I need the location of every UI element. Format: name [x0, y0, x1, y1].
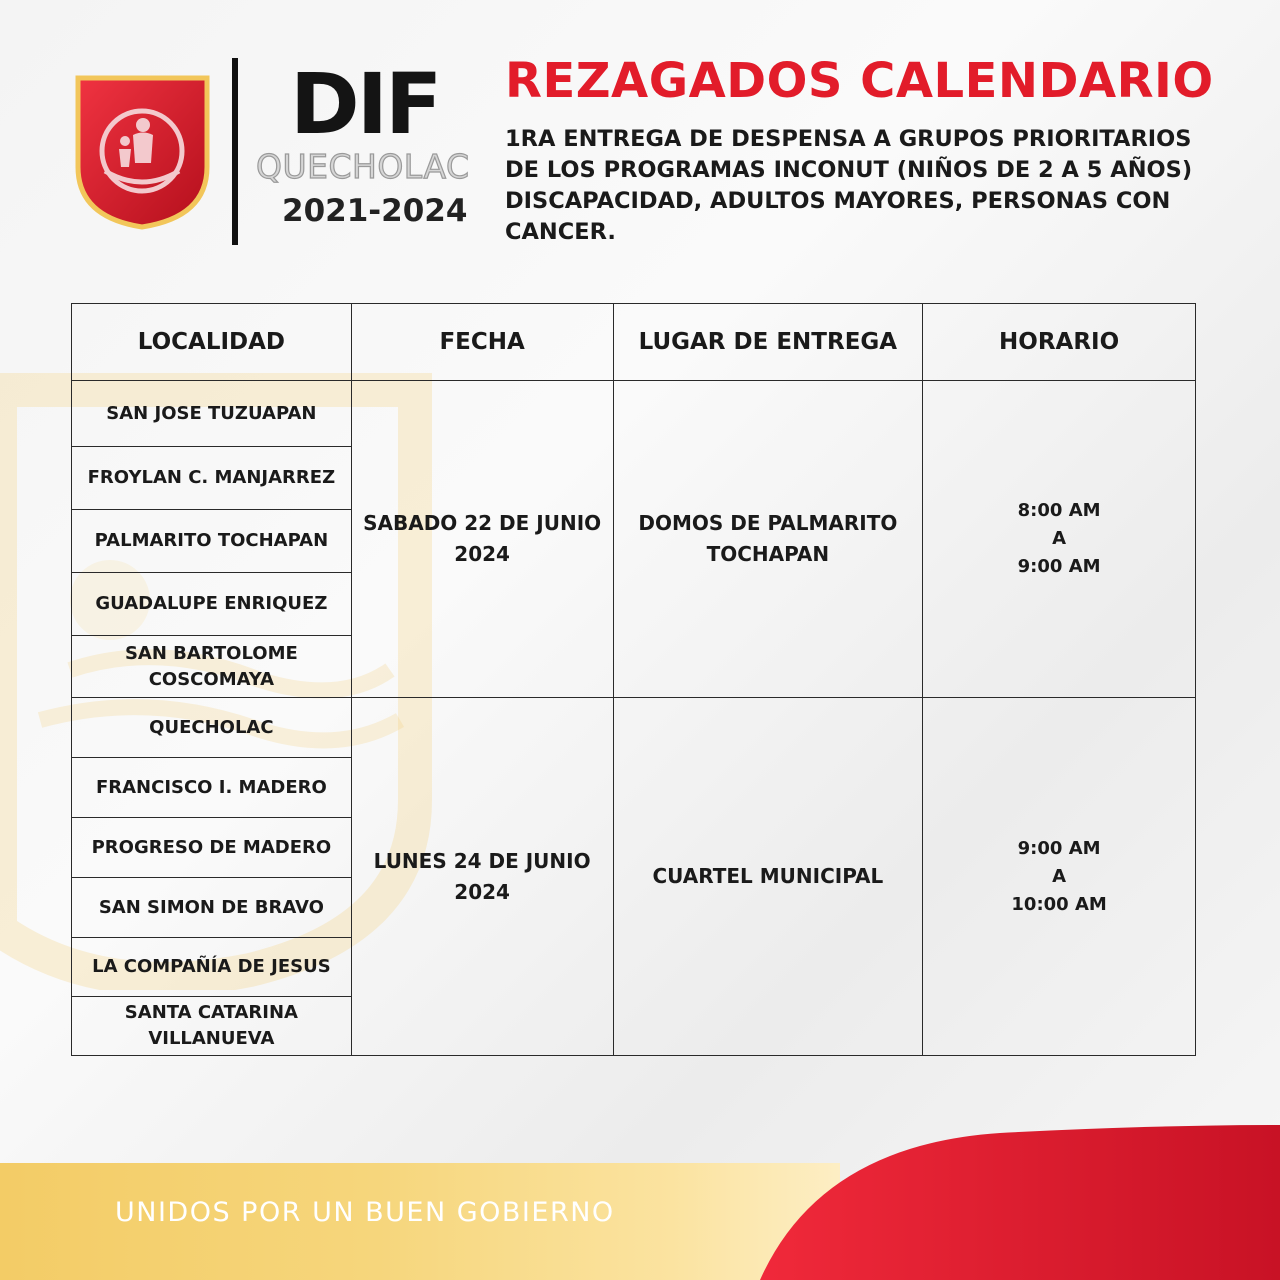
fecha-cell: SABADO 22 DE JUNIO 2024 [351, 381, 613, 698]
header-horario: HORARIO [923, 304, 1196, 381]
footer-red-wave [700, 1125, 1280, 1280]
lugar-cell: DOMOS DE PALMARITO TOCHAPAN [613, 381, 923, 698]
table-row [72, 698, 1196, 758]
horario-separador: A [1052, 528, 1067, 549]
dif-logo-shield [75, 75, 210, 230]
horario-fin: 10:00 AM [1011, 893, 1107, 915]
localidad-cell: GUADALUPE ENRIQUEZ [72, 573, 352, 636]
localidad-cell: FRANCISCO I. MADERO [72, 758, 352, 818]
localidad-cell: SAN BARTOLOME COSCOMAYA [72, 636, 352, 698]
header-lugar: LUGAR DE ENTREGA [613, 304, 923, 381]
horario-cell [923, 381, 1196, 698]
page-title: REZAGADOS CALENDARIO [505, 53, 1214, 109]
table-header-row [72, 304, 1196, 381]
localidad-cell: SAN SIMON DE BRAVO [72, 878, 352, 938]
localidad-cell: QUECHOLAC [72, 698, 352, 758]
localidad-cell: SAN JOSE TUZUAPAN [72, 381, 352, 447]
localidad-cell: FROYLAN C. MANJARREZ [72, 447, 352, 510]
header-divider [232, 58, 238, 245]
brand-years: 2021-2024 [282, 193, 468, 229]
footer-slogan: UNIDOS POR UN BUEN GOBIERNO [115, 1197, 615, 1228]
page-subtitle: 1RA ENTREGA DE DESPENSA A GRUPOS PRIORITARIOS DE LOS PROGRAMAS INCONUT (NIÑOS DE 2 A 5 AÑOS) DISCAPACIDAD, ADULTOS MAYORES, PERSONAS CON CANCER. [505, 126, 1193, 245]
localidad-cell: LA COMPAÑÍA DE JESUS [72, 938, 352, 997]
lugar-cell: CUARTEL MUNICIPAL [613, 698, 923, 1056]
localidad-cell: SANTA CATARINA VILLANUEVA [72, 997, 352, 1056]
brand-name: DIF [290, 55, 440, 153]
horario-separador: A [1052, 865, 1067, 887]
localidad-cell: PALMARITO TOCHAPAN [72, 510, 352, 573]
localidad-cell: PROGRESO DE MADERO [72, 818, 352, 878]
header-fecha: FECHA [351, 304, 613, 381]
horario-inicio: 9:00 AM [1017, 837, 1101, 859]
table-row [72, 381, 1196, 447]
header-localidad: LOCALIDAD [72, 304, 352, 381]
schedule-table [71, 303, 1196, 1056]
horario-fin: 9:00 AM [1017, 556, 1101, 577]
fecha-cell: LUNES 24 DE JUNIO 2024 [351, 698, 613, 1056]
horario-cell [923, 698, 1196, 1056]
horario-inicio: 8:00 AM [1017, 500, 1101, 521]
brand-town: QUECHOLAC [256, 147, 470, 186]
